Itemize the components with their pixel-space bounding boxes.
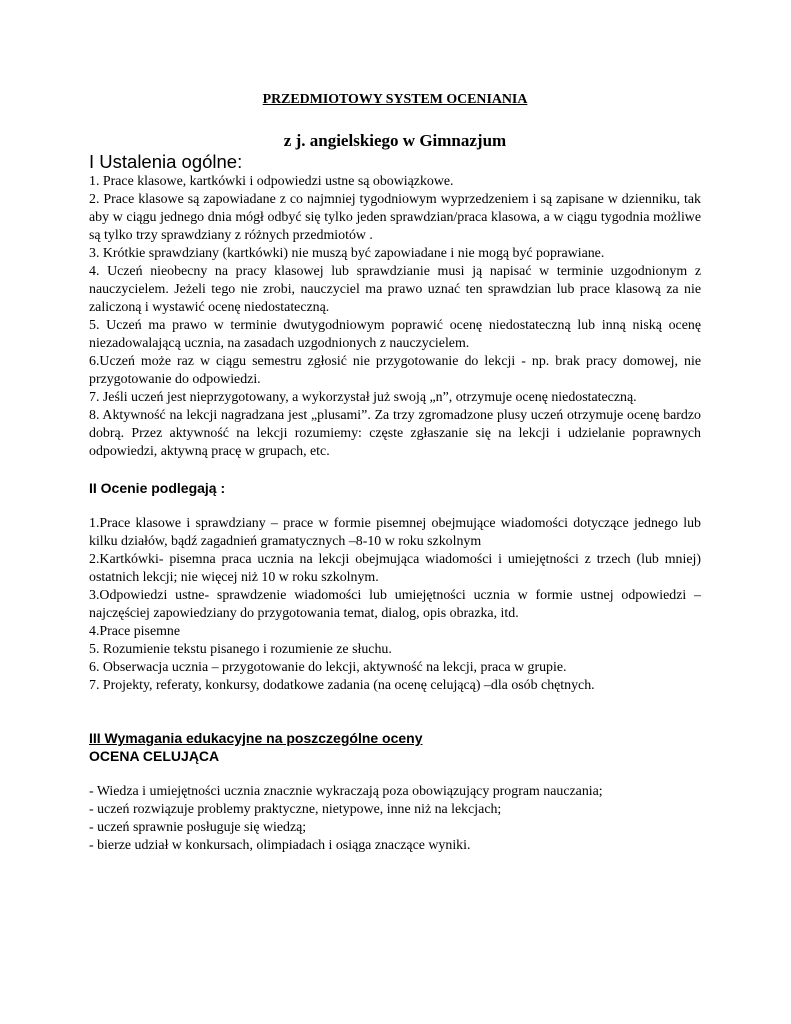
assessed-item: 5. Rozumienie tekstu pisanego i rozumienie ze słuchu. [89, 642, 392, 657]
rule-item: 4. Uczeń nieobecny na pracy klasowej lub sprawdzianie musi ją napisać w terminie uzgodnionym z nauczycielem. Jeżeli tego nie zrobi, nauczyciel ma prawo uznać ten sprawdzian lub prace klasową za nie zaliczoną i wystawić ocenę niedostateczną. [89, 264, 701, 315]
rule-item: 3. Krótkie sprawdziany (kartkówki) nie muszą być zapowiadane i nie mogą być poprawiane. [89, 246, 605, 261]
requirement-item: - uczeń rozwiązuje problemy praktyczne, nietypowe, inne niż na lekcjach; [89, 802, 502, 817]
assessed-item: 6. Obserwacja ucznia – przygotowanie do lekcji, aktywność na lekcji, praca w grupie. [89, 660, 567, 675]
rule-item: 6.Uczeń może raz w ciągu semestru zgłosić nie przygotowanie do lekcji - np. brak pracy domowej, nie przygotowanie do odpowiedzi. [89, 354, 701, 387]
requirements-list [89, 783, 701, 855]
assessed-item: 2.Kartkówki- pisemna praca ucznia na lekcji obejmująca wiadomości i umiejętności z trzech (lub mniej) ostatnich lekcji; nie więcej niż 10 w roku szkolnym. [89, 552, 701, 585]
section-heading-general: I Ustalenia ogólne: [89, 151, 243, 172]
rule-item: 7. Jeśli uczeń jest nieprzygotowany, a wykorzystał już swoją „n”, otrzymuje ocenę niedostateczną. [89, 390, 637, 405]
assessed-items-list [89, 515, 701, 695]
section-heading-assessed: II Ocenie podlegają : [89, 480, 226, 496]
rule-item: 5. Uczeń ma prawo w terminie dwutygodniowym poprawić ocenę niedostateczną lub inną niską ocenę niezadowalającą ucznia, na zasadach uzgodnionych z nauczycielem. [89, 318, 701, 351]
requirement-item: - bierze udział w konkursach, olimpiadach i osiąga znaczące wyniki. [89, 838, 471, 853]
rule-item: 8. Aktywność na lekcji nagradzana jest „plusami”. Za trzy zgromadzone plusy uczeń otrzymuje ocenę bardzo dobrą. Przez aktywność na lekcji rozumiemy: częste zgłaszanie się na lekcji i udzielanie poprawnych odpowiedzi, aktywną pracę w grupach, etc. [89, 408, 701, 459]
assessed-item: 1.Prace klasowe i sprawdziany – prace w formie pisemnej obejmujące wiadomości dotyczące jednego lub kilku działów, bądź zagadnień gramatycznych –8-10 w roku szkolnym [89, 516, 701, 549]
requirement-item: - Wiedza i umiejętności ucznia znacznie wykraczają poza obowiązujący program nauczania; [89, 784, 603, 799]
requirement-item: - uczeń sprawnie posługuje się wiedzą; [89, 820, 307, 835]
document-title: PRZEDMIOTOWY SYSTEM OCENIANIA [262, 92, 528, 107]
section-heading-requirements: III Wymagania edukacyjne na poszczególne oceny [89, 730, 423, 746]
grade-heading-celujaca: OCENA CELUJĄCA [89, 748, 220, 764]
assessed-item: 4.Prace pisemne [89, 624, 181, 639]
document-subtitle: z j. angielskiego w Gimnazjum [283, 131, 507, 150]
assessed-item: 3.Odpowiedzi ustne- sprawdzenie wiadomości lub umiejętności ucznia w formie ustnej odpowiedzi – najczęściej zapowiedziany do przygotowania temat, dialog, opis obrazka, itd. [89, 588, 701, 621]
rule-item: 1. Prace klasowe, kartkówki i odpowiedzi ustne są obowiązkowe. [89, 174, 454, 189]
rule-item: 2. Prace klasowe są zapowiadane z co najmniej tygodniowym wyprzedzeniem i są zapisane w dzienniku, tak aby w ciągu jednego dnia mógł odbyć się tylko jeden sprawdzian/praca klasowa, a w ciągu tygodnia możliwe są tylko trzy sprawdziany z różnych przedmiotów . [89, 192, 701, 243]
document-content [89, 91, 701, 855]
general-rules-list [89, 173, 701, 461]
assessed-item: 7. Projekty, referaty, konkursy, dodatkowe zadania (na ocenę celującą) –dla osób chętnych. [89, 678, 595, 693]
